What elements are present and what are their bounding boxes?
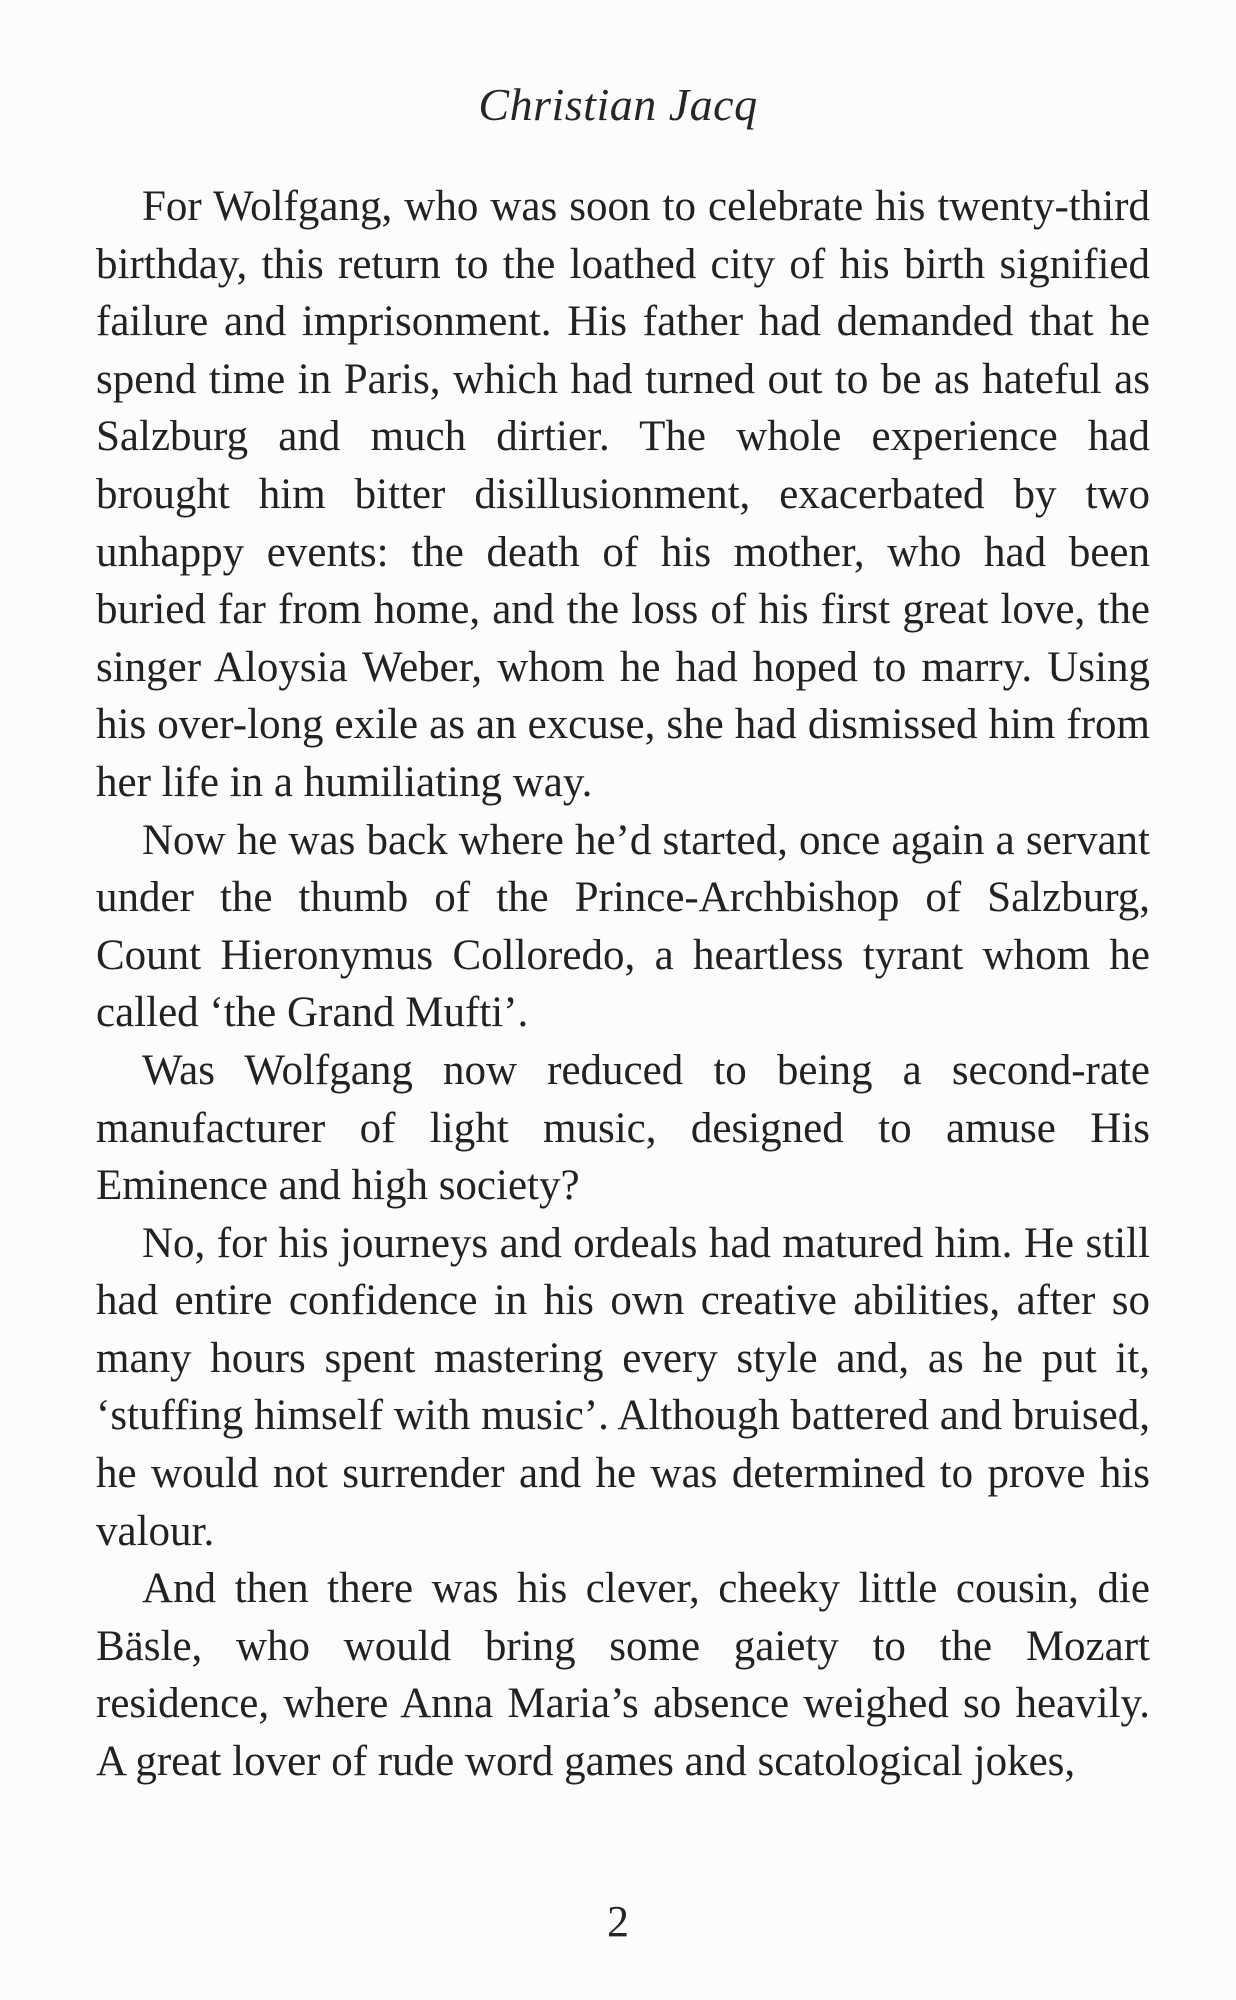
paragraph: Was Wolfgang now reduced to being a second-rate manufacturer of light music, designed to amuse His Eminence and high society?	[96, 1046, 1150, 1210]
paragraph: No, for his journeys and ordeals had matured him. He still had entire confidence in his own creative abilities, after so many hours spent mastering every style and, as he put it, ‘stuffing himself with music’. Although battered and bruised, he would not surrender and he was determined to prove his valour.	[96, 1219, 1150, 1555]
paragraph: And then there was his clever, cheeky little cousin, die Bäsle, who would bring some gaiety to the Mozart residence, where Anna Maria’s absence weighed so heavily. A great lover of rude word games and scatological jokes,	[96, 1565, 1150, 1786]
running-head: Christian Jacq	[478, 79, 758, 130]
paragraph: Now he was back where he’d started, once again a servant under the thumb of the Prince-Archbishop of Salzburg, Count Hieronymus Colloredo, a heartless tyrant whom he called ‘the Grand Mufti’.	[96, 816, 1150, 1037]
body-text	[96, 178, 1150, 1791]
page-number: 2	[607, 1897, 629, 1946]
paragraph: For Wolfgang, who was soon to celebrate his twenty-third birthday, this return to the loathed city of his birth signified failure and imprisonment. His father had demanded that he spend time in Paris, which had turned out to be as hateful as Salzburg and much dirtier. The whole experience had brought him bitter disillusionment, exacerbated by two unhappy events: the death of his mother, who had been buried far from home, and the loss of his first great love, the singer Aloysia Weber, whom he had hoped to marry. Using his over-long exile as an excuse, she had dismissed him from her life in a humiliating way.	[96, 183, 1150, 806]
